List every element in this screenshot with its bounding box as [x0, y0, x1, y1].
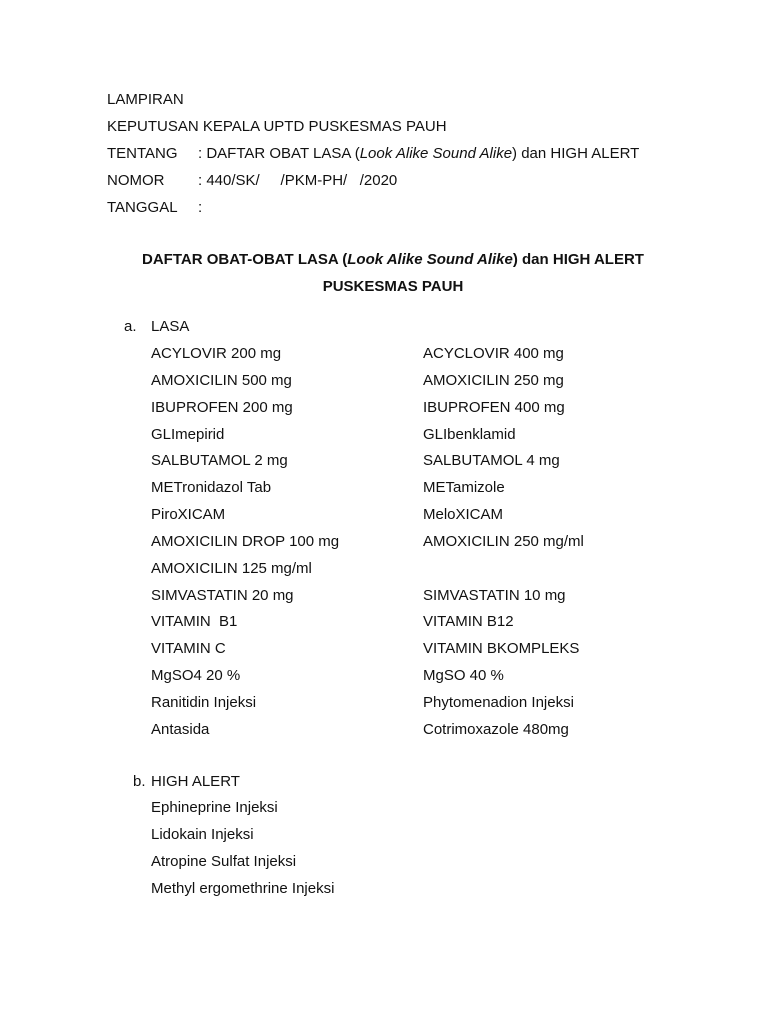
lasa-right-drug: SALBUTAMOL 4 mg [423, 452, 560, 470]
lasa-right-drug: Cotrimoxazole 480mg [423, 720, 569, 738]
tentang-label: TENTANG [107, 145, 178, 162]
lasa-row [151, 613, 671, 640]
tentang-suffix: ) dan HIGH ALERT [512, 145, 640, 162]
lasa-row [151, 479, 671, 506]
lasa-left-drug: VITAMIN C [151, 640, 226, 658]
lasa-right-drug: ACYCLOVIR 400 mg [423, 345, 564, 362]
tentang-italic: Look Alike Sound Alike [359, 145, 513, 162]
lasa-row [151, 345, 671, 372]
title-suffix: ) dan HIGH ALERT [512, 251, 644, 268]
lasa-right-drug: GLIbenklamid [423, 425, 516, 443]
title-prefix: DAFTAR OBAT-OBAT LASA ( [142, 251, 348, 268]
lasa-left-drug: METronidazol Tab [151, 479, 272, 497]
nomor-value: : 440/SK/ /PKM-PH/ /2020 [198, 172, 398, 189]
lasa-right-drug: AMOXICILIN 250 mg/ml [423, 532, 584, 550]
document-title-line1 [0, 251, 768, 269]
title-italic: Look Alike Sound Alike [347, 251, 513, 268]
lasa-row [151, 372, 671, 399]
lasa-row [151, 506, 671, 533]
lasa-left-drug: IBUPROFEN 200 mg [151, 398, 293, 416]
lasa-row [151, 640, 671, 667]
lasa-row [151, 721, 671, 748]
lasa-left-drug: MgSO4 20 % [151, 667, 241, 685]
lasa-left-drug: ACYLOVIR 200 mg [151, 345, 282, 362]
lasa-right-drug: AMOXICILIN 250 mg [423, 371, 564, 389]
keputusan-text: KEPUTUSAN KEPALA UPTD PUSKESMAS PAUH [107, 118, 447, 135]
nomor-label: NOMOR [107, 172, 165, 189]
high-alert-item: Methyl ergomethrine Injeksi [151, 879, 335, 897]
lasa-left-drug: SIMVASTATIN 20 mg [151, 586, 294, 604]
section-high-alert-title: HIGH ALERT [151, 773, 240, 790]
lasa-right-drug: Phytomenadion Injeksi [423, 693, 574, 711]
lasa-right-drug: IBUPROFEN 400 mg [423, 398, 565, 416]
lasa-right-drug: SIMVASTATIN 10 mg [423, 586, 566, 604]
title-line2-text: PUSKESMAS PAUH [322, 278, 464, 295]
lasa-list [151, 345, 671, 748]
high-alert-item: Lidokain Injeksi [151, 825, 254, 843]
lasa-right-drug: VITAMIN B12 [423, 613, 514, 631]
high-alert-item: Ephineprine Injeksi [151, 799, 278, 816]
tanggal-label: TANGGAL [107, 199, 178, 216]
lasa-left-drug: Antasida [151, 720, 210, 738]
lasa-right-drug: MeloXICAM [423, 506, 504, 524]
lasa-left-drug: AMOXICILIN 500 mg [151, 371, 292, 389]
lasa-left-drug: GLImepirid [151, 425, 225, 443]
section-lasa-marker: a. [124, 318, 137, 335]
lasa-left-drug: AMOXICILIN DROP 100 mg [151, 532, 340, 550]
tanggal-value: : [198, 199, 203, 216]
high-alert-item: Atropine Sulfat Injeksi [151, 852, 297, 870]
tanggal-line [107, 199, 202, 217]
lasa-left-drug: VITAMIN B1 [151, 613, 238, 631]
lampiran-text: LAMPIRAN [107, 91, 184, 108]
lasa-left-drug: AMOXICILIN 125 mg/ml [151, 559, 312, 577]
lasa-right-drug: METamizole [423, 479, 505, 497]
lasa-right-drug: MgSO 40 % [423, 667, 504, 685]
nomor-line [107, 172, 397, 190]
lasa-row [151, 452, 671, 479]
section-high-alert-heading [133, 773, 240, 791]
lasa-row [151, 587, 671, 614]
keputusan-line [107, 118, 447, 136]
lasa-left-drug: PiroXICAM [151, 506, 226, 524]
lasa-row [151, 426, 671, 453]
high-alert-list [151, 799, 334, 906]
lasa-left-drug: SALBUTAMOL 2 mg [151, 452, 288, 470]
tentang-prefix: : DAFTAR OBAT LASA ( [198, 145, 360, 162]
lasa-row [151, 667, 671, 694]
section-high-alert-marker: b. [133, 773, 146, 790]
lasa-row [151, 560, 671, 587]
document-title-line2 [0, 278, 768, 296]
lasa-row [151, 694, 671, 721]
lasa-row [151, 399, 671, 426]
lasa-right-drug: VITAMIN BKOMPLEKS [423, 640, 580, 658]
section-lasa-title: LASA [151, 318, 190, 335]
lasa-left-drug: Ranitidin Injeksi [151, 693, 257, 711]
lasa-row [151, 533, 671, 560]
tentang-line [107, 145, 639, 163]
section-lasa-heading [124, 318, 189, 336]
lampiran-line [107, 91, 184, 109]
